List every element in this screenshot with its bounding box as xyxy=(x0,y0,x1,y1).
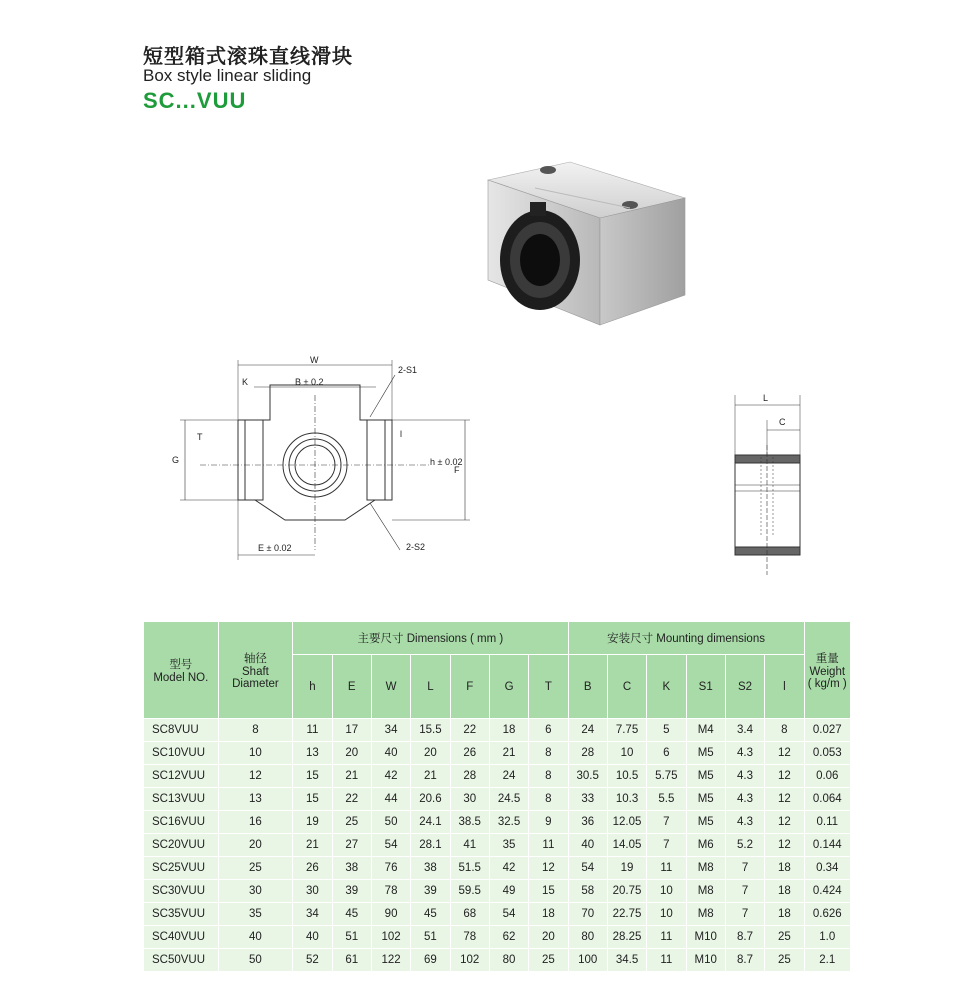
front-view-drawing xyxy=(160,355,490,570)
table-cell: M4 xyxy=(686,719,725,742)
table-cell: 18 xyxy=(765,857,804,880)
table-cell: 40 xyxy=(371,742,410,765)
table-cell: 50 xyxy=(218,949,293,972)
table-cell: 18 xyxy=(765,880,804,903)
table-cell: 16 xyxy=(218,811,293,834)
spec-table xyxy=(143,621,851,972)
table-cell: 8.7 xyxy=(725,949,764,972)
table-cell: 30.5 xyxy=(568,765,607,788)
table-cell: 5 xyxy=(647,719,686,742)
table-cell: 61 xyxy=(332,949,371,972)
model-header: 型号 Model NO. xyxy=(144,622,219,719)
weight-header: 重量 Weight ( kg/m ) xyxy=(804,622,850,719)
table-row xyxy=(144,742,851,765)
table-cell: 20.75 xyxy=(607,880,646,903)
table-cell: 20 xyxy=(218,834,293,857)
table-cell: 102 xyxy=(450,949,489,972)
table-cell: 42 xyxy=(489,857,528,880)
table-cell: 0.064 xyxy=(804,788,850,811)
table-row xyxy=(144,857,851,880)
table-cell: 8 xyxy=(529,788,568,811)
table-cell: 39 xyxy=(411,880,450,903)
table-cell: 10 xyxy=(218,742,293,765)
column-header-h: h xyxy=(293,655,332,719)
table-cell: 30 xyxy=(218,880,293,903)
table-cell: 7.75 xyxy=(607,719,646,742)
table-cell: 7 xyxy=(647,811,686,834)
table-row xyxy=(144,834,851,857)
table-cell: 14.05 xyxy=(607,834,646,857)
column-header-c: C xyxy=(607,655,646,719)
table-cell: 38 xyxy=(411,857,450,880)
table-cell: 30 xyxy=(293,880,332,903)
table-cell: 34.5 xyxy=(607,949,646,972)
table-cell: 35 xyxy=(218,903,293,926)
table-cell: 69 xyxy=(411,949,450,972)
title-chinese: 短型箱式滚珠直线滑块 xyxy=(143,44,353,68)
dim-s1: 2-S1 xyxy=(398,365,418,375)
table-cell: 18 xyxy=(489,719,528,742)
table-cell: 102 xyxy=(371,926,410,949)
table-cell: 52 xyxy=(293,949,332,972)
table-cell: 6 xyxy=(529,719,568,742)
table-cell: 8 xyxy=(529,742,568,765)
table-cell: M5 xyxy=(686,811,725,834)
table-cell: 78 xyxy=(450,926,489,949)
table-cell: 25 xyxy=(529,949,568,972)
table-cell: 11 xyxy=(647,949,686,972)
dim-w: W xyxy=(310,355,319,365)
table-cell: 76 xyxy=(371,857,410,880)
table-cell: 22 xyxy=(332,788,371,811)
table-cell: 27 xyxy=(332,834,371,857)
table-cell: 41 xyxy=(450,834,489,857)
table-cell: 18 xyxy=(765,903,804,926)
table-cell: M5 xyxy=(686,765,725,788)
table-cell: 38 xyxy=(332,857,371,880)
table-cell: 20 xyxy=(529,926,568,949)
table-cell: 80 xyxy=(489,949,528,972)
dim-b: B ± 0.2 xyxy=(295,377,324,387)
table-cell: 25 xyxy=(218,857,293,880)
table-cell: 50 xyxy=(371,811,410,834)
dim-g: G xyxy=(172,455,180,465)
table-cell: 8 xyxy=(765,719,804,742)
table-cell: 0.626 xyxy=(804,903,850,926)
column-header-l: l xyxy=(765,655,804,719)
table-cell: 19 xyxy=(607,857,646,880)
table-cell: 42 xyxy=(371,765,410,788)
table-cell: SC10VUU xyxy=(144,742,219,765)
table-cell: 0.11 xyxy=(804,811,850,834)
table-cell: 28 xyxy=(568,742,607,765)
table-cell: 30 xyxy=(450,788,489,811)
table-cell: 19 xyxy=(293,811,332,834)
table-row xyxy=(144,880,851,903)
table-cell: M8 xyxy=(686,880,725,903)
table-cell: 21 xyxy=(332,765,371,788)
dim-s2: 2-S2 xyxy=(406,542,426,552)
table-cell: 51 xyxy=(411,926,450,949)
table-cell: 21 xyxy=(411,765,450,788)
table-cell: 8 xyxy=(529,765,568,788)
table-cell: 0.053 xyxy=(804,742,850,765)
table-cell: 20 xyxy=(332,742,371,765)
mounting-dimensions-header: 安装尺寸 Mounting dimensions xyxy=(568,622,804,655)
table-cell: 10.3 xyxy=(607,788,646,811)
table-cell: 21 xyxy=(293,834,332,857)
table-cell: 49 xyxy=(489,880,528,903)
table-cell: 21 xyxy=(489,742,528,765)
table-cell: 0.06 xyxy=(804,765,850,788)
column-header-f: F xyxy=(450,655,489,719)
table-cell: 15 xyxy=(529,880,568,903)
table-cell: 0.027 xyxy=(804,719,850,742)
table-row xyxy=(144,719,851,742)
table-cell: 12 xyxy=(765,811,804,834)
column-header-s2: S2 xyxy=(725,655,764,719)
table-cell: 9 xyxy=(529,811,568,834)
table-cell: M5 xyxy=(686,742,725,765)
table-cell: 10 xyxy=(647,903,686,926)
table-cell: 54 xyxy=(568,857,607,880)
column-header-k: K xyxy=(647,655,686,719)
table-cell: 51.5 xyxy=(450,857,489,880)
table-cell: 28.1 xyxy=(411,834,450,857)
table-cell: 54 xyxy=(489,903,528,926)
table-cell: 68 xyxy=(450,903,489,926)
table-cell: 38.5 xyxy=(450,811,489,834)
table-cell: 90 xyxy=(371,903,410,926)
table-cell: M5 xyxy=(686,788,725,811)
table-cell: 7 xyxy=(725,880,764,903)
table-cell: SC40VUU xyxy=(144,926,219,949)
product-photo xyxy=(480,150,700,340)
table-cell: 2.1 xyxy=(804,949,850,972)
column-header-w: W xyxy=(371,655,410,719)
table-cell: 7 xyxy=(725,903,764,926)
table-cell: 7 xyxy=(647,834,686,857)
table-cell: 11 xyxy=(647,926,686,949)
table-cell: SC50VUU xyxy=(144,949,219,972)
table-cell: 39 xyxy=(332,880,371,903)
dim-t: T xyxy=(197,432,203,442)
table-cell: 33 xyxy=(568,788,607,811)
model-series: SC...VUU xyxy=(143,88,247,113)
table-cell: 32.5 xyxy=(489,811,528,834)
table-cell: SC30VUU xyxy=(144,880,219,903)
table-cell: 17 xyxy=(332,719,371,742)
table-cell: 25 xyxy=(765,926,804,949)
table-cell: 100 xyxy=(568,949,607,972)
table-cell: 11 xyxy=(293,719,332,742)
table-cell: 44 xyxy=(371,788,410,811)
table-cell: 40 xyxy=(218,926,293,949)
table-cell: 26 xyxy=(293,857,332,880)
table-cell: 36 xyxy=(568,811,607,834)
column-header-b: B xyxy=(568,655,607,719)
dim-f: F xyxy=(454,465,460,475)
table-cell: 25 xyxy=(765,949,804,972)
table-cell: 4.3 xyxy=(725,765,764,788)
dim-h: h ± 0.02 xyxy=(430,457,463,467)
table-cell: SC8VUU xyxy=(144,719,219,742)
table-cell: 22 xyxy=(450,719,489,742)
dim-L: L xyxy=(763,393,769,403)
dim-e: E ± 0.02 xyxy=(258,543,292,553)
table-cell: M8 xyxy=(686,857,725,880)
table-cell: 11 xyxy=(529,834,568,857)
dim-l: l xyxy=(400,429,402,439)
table-cell: 51 xyxy=(332,926,371,949)
table-cell: 12 xyxy=(218,765,293,788)
table-cell: 12 xyxy=(765,742,804,765)
table-cell: 15 xyxy=(293,788,332,811)
table-cell: 5.75 xyxy=(647,765,686,788)
table-cell: 8 xyxy=(218,719,293,742)
table-cell: SC25VUU xyxy=(144,857,219,880)
table-cell: 1.0 xyxy=(804,926,850,949)
table-row xyxy=(144,903,851,926)
table-cell: 34 xyxy=(293,903,332,926)
table-cell: SC20VUU xyxy=(144,834,219,857)
table-cell: 13 xyxy=(218,788,293,811)
table-cell: 10.5 xyxy=(607,765,646,788)
table-cell: 15 xyxy=(293,765,332,788)
shaft-header: 轴径 Shaft Diameter xyxy=(218,622,293,719)
table-cell: 28 xyxy=(450,765,489,788)
table-cell: 0.34 xyxy=(804,857,850,880)
table-cell: 15.5 xyxy=(411,719,450,742)
table-cell: 3.4 xyxy=(725,719,764,742)
table-cell: 12 xyxy=(765,765,804,788)
table-cell: 24.1 xyxy=(411,811,450,834)
table-cell: 10 xyxy=(647,880,686,903)
table-cell: 40 xyxy=(293,926,332,949)
table-cell: 8.7 xyxy=(725,926,764,949)
table-cell: 12 xyxy=(765,834,804,857)
column-header-t: T xyxy=(529,655,568,719)
title-english: Box style linear sliding xyxy=(143,66,312,85)
table-cell: 58 xyxy=(568,880,607,903)
table-cell: 12 xyxy=(529,857,568,880)
table-cell: 4.3 xyxy=(725,788,764,811)
table-cell: SC13VUU xyxy=(144,788,219,811)
table-row xyxy=(144,926,851,949)
table-cell: SC35VUU xyxy=(144,903,219,926)
table-cell: 0.424 xyxy=(804,880,850,903)
table-cell: 59.5 xyxy=(450,880,489,903)
table-row xyxy=(144,949,851,972)
table-cell: 40 xyxy=(568,834,607,857)
table-cell: SC12VUU xyxy=(144,765,219,788)
table-cell: M10 xyxy=(686,949,725,972)
table-cell: 122 xyxy=(371,949,410,972)
table-cell: 25 xyxy=(332,811,371,834)
table-cell: 13 xyxy=(293,742,332,765)
table-cell: 62 xyxy=(489,926,528,949)
table-cell: 34 xyxy=(371,719,410,742)
table-cell: 26 xyxy=(450,742,489,765)
table-cell: M6 xyxy=(686,834,725,857)
table-cell: 70 xyxy=(568,903,607,926)
table-cell: 5.5 xyxy=(647,788,686,811)
table-cell: 6 xyxy=(647,742,686,765)
table-cell: 11 xyxy=(647,857,686,880)
table-cell: 54 xyxy=(371,834,410,857)
table-cell: 12.05 xyxy=(607,811,646,834)
main-dimensions-header: 主要尺寸 Dimensions ( mm ) xyxy=(293,622,568,655)
column-header-g: G xyxy=(489,655,528,719)
dim-C: C xyxy=(779,417,786,427)
table-cell: 18 xyxy=(529,903,568,926)
table-cell: 4.3 xyxy=(725,742,764,765)
table-cell: 4.3 xyxy=(725,811,764,834)
table-row xyxy=(144,765,851,788)
column-header-e: E xyxy=(332,655,371,719)
table-cell: 5.2 xyxy=(725,834,764,857)
side-view-drawing xyxy=(715,385,825,580)
table-cell: M10 xyxy=(686,926,725,949)
table-cell: 20 xyxy=(411,742,450,765)
table-cell: 22.75 xyxy=(607,903,646,926)
column-header-l: L xyxy=(411,655,450,719)
table-cell: 24.5 xyxy=(489,788,528,811)
table-cell: 0.144 xyxy=(804,834,850,857)
table-cell: 24 xyxy=(568,719,607,742)
table-cell: 10 xyxy=(607,742,646,765)
table-row xyxy=(144,811,851,834)
table-cell: 45 xyxy=(411,903,450,926)
table-cell: 7 xyxy=(725,857,764,880)
table-cell: 12 xyxy=(765,788,804,811)
table-cell: 24 xyxy=(489,765,528,788)
column-header-s1: S1 xyxy=(686,655,725,719)
table-cell: 78 xyxy=(371,880,410,903)
table-cell: M8 xyxy=(686,903,725,926)
table-row xyxy=(144,788,851,811)
table-cell: 28.25 xyxy=(607,926,646,949)
table-cell: 80 xyxy=(568,926,607,949)
table-cell: 20.6 xyxy=(411,788,450,811)
table-cell: 35 xyxy=(489,834,528,857)
table-cell: 45 xyxy=(332,903,371,926)
dim-k: K xyxy=(242,377,249,387)
table-cell: SC16VUU xyxy=(144,811,219,834)
